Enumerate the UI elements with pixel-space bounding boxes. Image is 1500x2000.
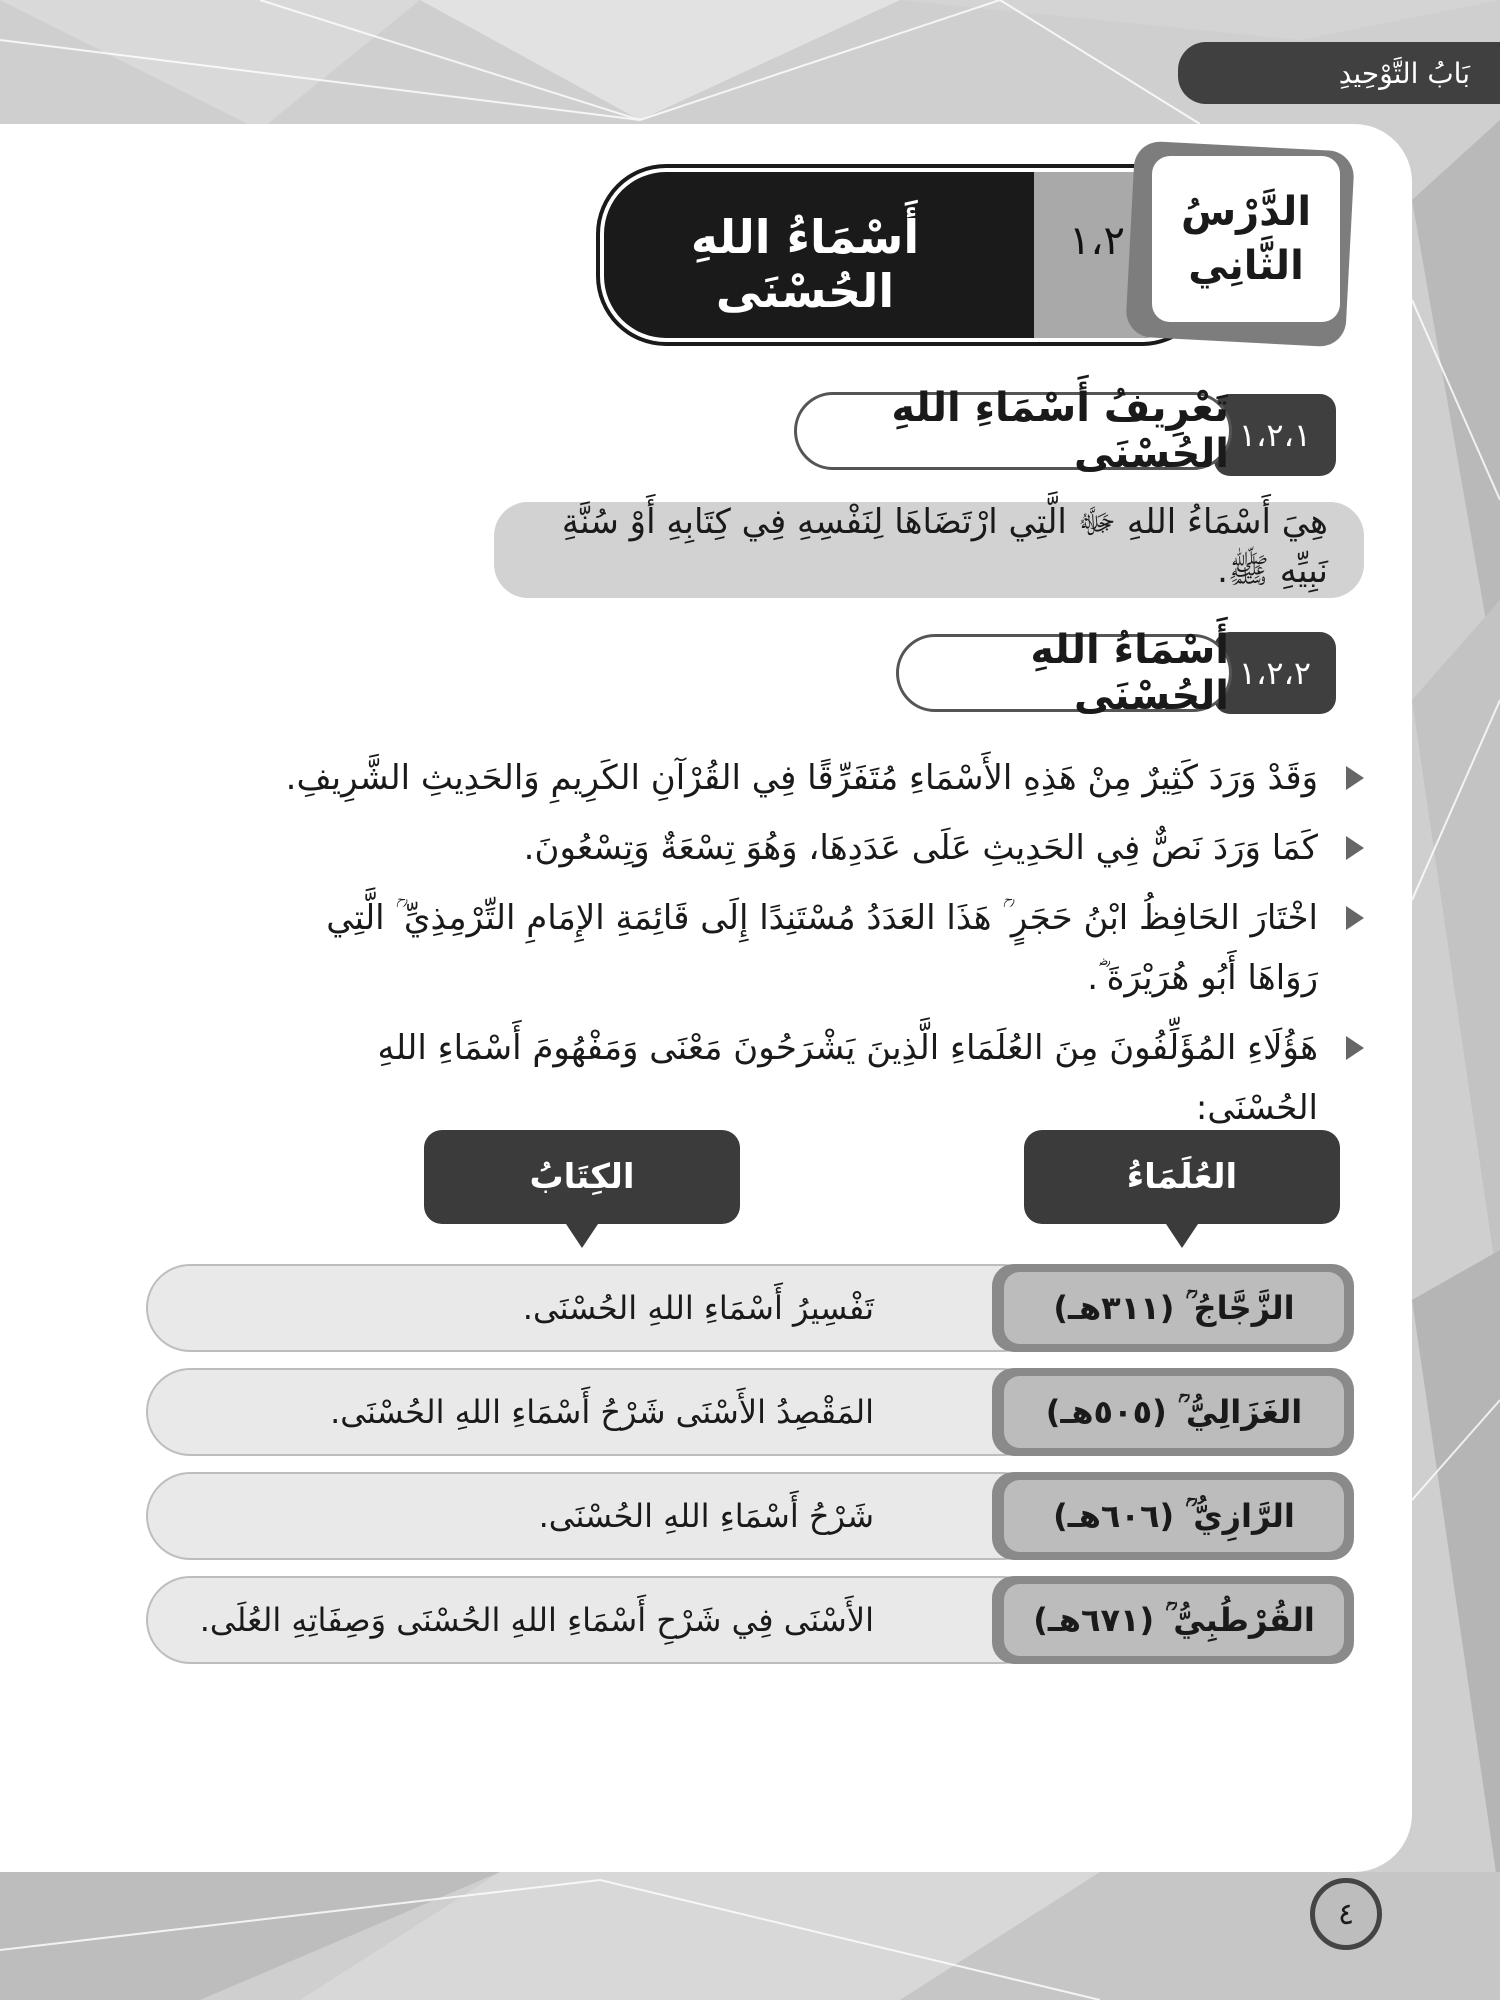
scholar-cell: القُرْطُبِيُّ ؒ (٦٧١هـ): [1004, 1584, 1344, 1656]
triangle-bullet-icon: [1346, 836, 1364, 860]
triangle-bullet-icon: [1346, 1036, 1364, 1060]
scholar-cell-frame: [992, 1264, 1354, 1352]
chapter-tab: بَابُ التَّوْحِيدِ: [1178, 42, 1500, 104]
list-item: [254, 748, 1364, 808]
lesson-label-line2: الثَّانِي: [1188, 243, 1304, 289]
bullet-text: وَقَدْ وَرَدَ كَثِيرٌ مِنْ هَذِهِ الأَسْمَاءِ مُتَفَرِّقًا فِي القُرْآنِ الكَرِيمِ وَالحَدِيثِ الشَّرِيفِ.: [285, 758, 1318, 798]
book-cell: الأَسْنَى فِي شَرْحِ أَسْمَاءِ اللهِ الحُسْنَى وَصِفَاتِهِ العُلَى.: [146, 1576, 1046, 1664]
definition-box: هِيَ أَسْمَاءُ اللهِ ﷻ الَّتِي ارْتَضَاهَا لِنَفْسِهِ فِي كِتَابِهِ أَوْ سُنَّةِ نَبِيِّهِ ﷺ.: [494, 502, 1364, 598]
bullet-text: هَؤُلَاءِ المُؤَلِّفُونَ مِنَ العُلَمَاءِ الَّذِينَ يَشْرَحُونَ مَعْنَى وَمَفْهُومَ أَسْمَاءِ اللهِ الحُسْنَى:: [377, 1028, 1318, 1128]
list-item: [254, 818, 1364, 878]
lesson-title: أَسْمَاءُ اللهِ الحُسْنَى: [690, 210, 920, 318]
table-row: [146, 1576, 1354, 1664]
scholar-cell-frame: [992, 1472, 1354, 1560]
bullet-text: اخْتَارَ الحَافِظُ ابْنُ حَجَرٍ ؒ هَذَا العَدَدُ مُسْتَنِدًا إِلَى قَائِمَةِ الإِمَامِ التِّرْمِذِيِّ ؒ الَّتِي رَوَاهَا أَبُو هُرَيْرَةَ ؓ.: [326, 898, 1318, 998]
lesson-label: [1152, 156, 1340, 322]
lesson-number: ١،٢: [1069, 218, 1125, 264]
books-header: الكِتَابُ: [424, 1130, 740, 1224]
bullet-list: [254, 748, 1364, 1148]
page-number: ٤: [1310, 1878, 1382, 1950]
table-row: [146, 1368, 1354, 1456]
scholar-cell-frame: [992, 1368, 1354, 1456]
table-row: [146, 1264, 1354, 1352]
section2-title: أَسْمَاءُ اللهِ الحُسْنَى: [896, 634, 1232, 712]
book-cell: المَقْصِدُ الأَسْنَى شَرْحُ أَسْمَاءِ اللهِ الحُسْنَى.: [146, 1368, 1046, 1456]
book-cell: شَرْحُ أَسْمَاءِ اللهِ الحُسْنَى.: [146, 1472, 1046, 1560]
book-cell: تَفْسِيرُ أَسْمَاءِ اللهِ الحُسْنَى.: [146, 1264, 1046, 1352]
list-item: [254, 888, 1364, 1008]
triangle-bullet-icon: [1346, 906, 1364, 930]
scholar-cell-frame: [992, 1576, 1354, 1664]
scholar-cell: الغَزَالِيُّ ؒ (٥٠٥هـ): [1004, 1376, 1344, 1448]
scholar-cell: الرَّازِيُّ ؒ (٦٠٦هـ): [1004, 1480, 1344, 1552]
bullet-text: كَمَا وَرَدَ نَصٌّ فِي الحَدِيثِ عَلَى عَدَدِهَا، وَهُوَ تِسْعَةٌ وَتِسْعُونَ.: [523, 828, 1318, 868]
scholars-header: العُلَمَاءُ: [1024, 1130, 1340, 1224]
section1-title: تَعْرِيفُ أَسْمَاءِ اللهِ الحُسْنَى: [794, 392, 1232, 470]
list-item: [254, 1018, 1364, 1138]
table-row: [146, 1472, 1354, 1560]
triangle-bullet-icon: [1346, 766, 1364, 790]
lesson-label-line1: الدَّرْسُ: [1180, 189, 1312, 235]
scholar-cell: الزَّجَّاجُ ؒ (٣١١هـ): [1004, 1272, 1344, 1344]
section2-number: ١،٢،٢: [1214, 632, 1336, 714]
section1-number: ١،٢،١: [1214, 394, 1336, 476]
